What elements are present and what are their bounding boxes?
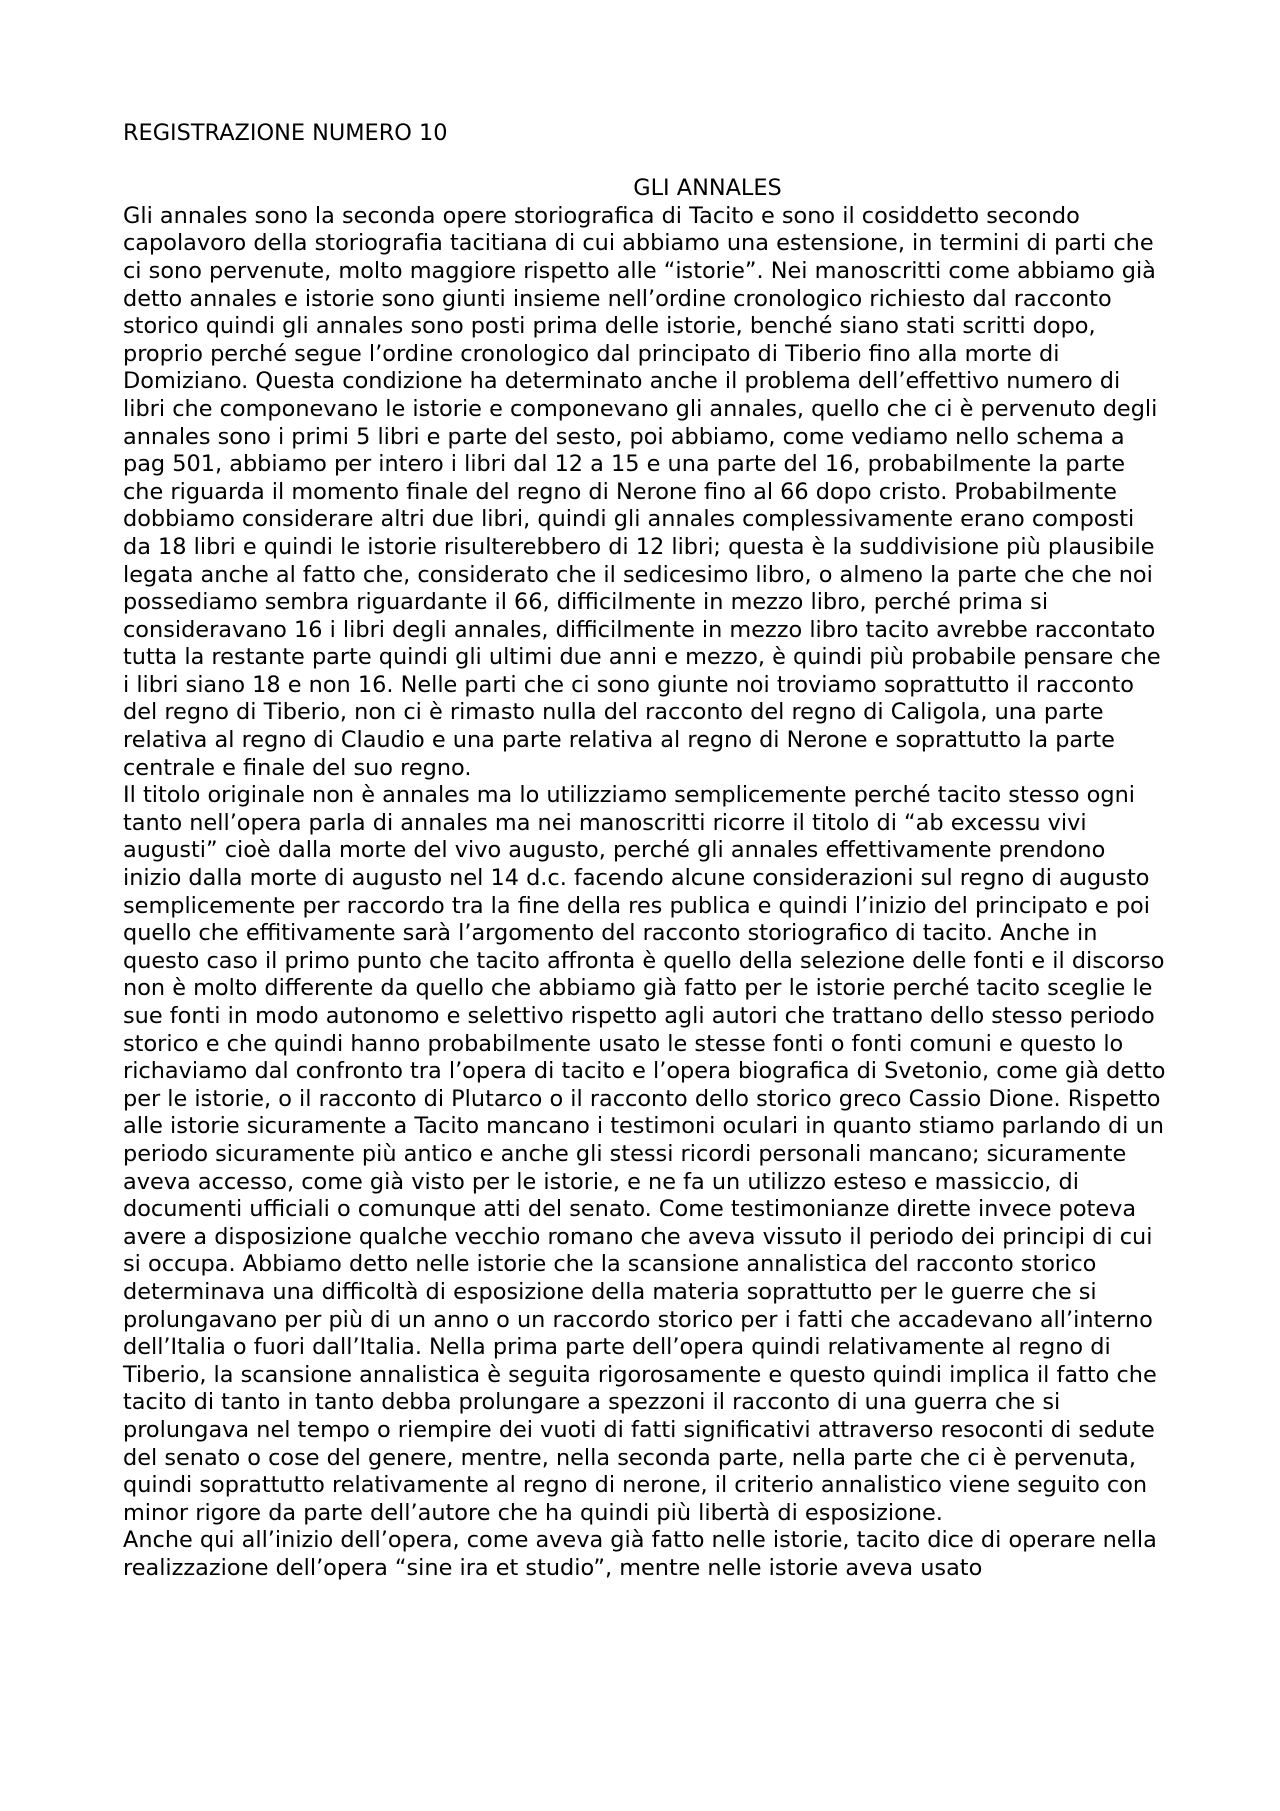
record-heading: REGISTRAZIONE NUMERO 10 bbox=[123, 120, 448, 146]
paragraph-2: Il titolo originale non è annales ma lo utilizziamo semplicemente perché tacito stesso ogni tanto nell’opera parla di annales ma nei manoscritti ricorre il titolo di “ab excessu vivi augusti” cioè dalla morte del vivo augusto, perché gli annales effettivamente prendono inizio dalla morte di augusto nel 14 d.c. facendo alcune considerazioni sul regno di augusto semplicemente per raccordo tra la fine della res publica e quindi l’inizio del principato e poi quello che effitivamente sarà l’argomento del racconto storiografico di tacito. Anche in questo caso il primo punto che tacito affronta è quello della selezione delle fonti e il discorso non è molto differente da quello che abbiamo già fatto per le istorie perché tacito sceglie le sue fonti in modo autonomo e selettivo rispetto agli autori che trattano dello stesso periodo storico e che quindi hanno probabilmente usato le stesse fonti o fonti comuni e questo lo richaviamo dal confronto tra l’opera di tacito e l’opera biografica di Svetonio, come già detto per le istorie, o il racconto di Plutarco o il racconto dello storico greco Cassio Dione. Rispetto alle istorie sicuramente a Tacito mancano i testimoni oculari in quanto stiamo parlando di un periodo sicuramente più antico e anche gli stessi ricordi personali mancano; sicuramente aveva accesso, come già visto per le istorie, e ne fa un utilizzo esteso e massiccio, di documenti ufficiali o comunque atti del senato. Come testimonianze dirette invece poteva avere a disposizione qualche vecchio romano che aveva vissuto il periodo dei principi di cui si occupa. Abbiamo detto nelle istorie che la scansione annalistica del racconto storico determinava una difficoltà di esposizione della materia soprattutto per le guerre che si prolungavano per più di un anno o un raccordo storico per i fatti che accadevano all’interno dell’Italia o fuori dall’Italia. Nella prima parte dell’opera quindi relativamente al regno di Tiberio, la scansione annalistica è seguita rigorosamente e questo quindi implica il fatto che tacito di tanto in tanto debba prolungare a spezzoni il racconto di una guerra che si prolungava nel tempo o riempire dei vuoti di fatti significativi attraverso resoconti di sedute del senato o cose del genere, mentre, nella seconda parte, nella parte che ci è pervenuta, quindi soprattutto relativamente al regno di nerone, il criterio annalistico viene seguito con minor rigore da parte dell’autore che ha quindi più libertà di esposizione. bbox=[123, 782, 1166, 1526]
document-title: GLI ANNALES bbox=[633, 175, 782, 202]
paragraph-1: Gli annales sono la seconda opere storiografica di Tacito e sono il cosiddetto secondo capolavoro della storiografia tacitiana di cui abbiamo una estensione, in termini di parti che ci sono pervenute, molto maggiore rispetto alle “istorie”. Nei manoscritti come abbiamo già detto annales e istorie sono giunti insieme nell’ordine cronologico richiesto dal racconto storico quindi gli annales sono posti prima delle istorie, benché siano stati scritti dopo, proprio perché segue l’ordine cronologico dal principato di Tiberio fino alla morte di Domiziano. Questa condizione ha determinato anche il problema dell’effettivo numero di libri che componevano le istorie e componevano gli annales, quello che ci è pervenuto degli annales sono i primi 5 libri e parte del sesto, poi abbiamo, come vediamo nello schema a pag 501, abbiamo per intero i libri dal 12 a 15 e una parte del 16, probabilmente la parte che riguarda il momento finale del regno di Nerone fino al 66 dopo cristo. Probabilmente dobbiamo considerare altri due libri, quindi gli annales complessivamente erano composti da 18 libri e quindi le istorie risulterebbero di 12 libri; questa è la suddivisione più plausibile legata anche al fatto che, considerato che il sedicesimo libro, o almeno la parte che che noi possediamo sembra riguardante il 66, difficilmente in mezzo libro, perché prima si consideravano 16 i libri degli annales, difficilmente in mezzo libro tacito avrebbe raccontato tutta la restante parte quindi gli ultimi due anni e mezzo, è quindi più probabile pensare che i libri siano 18 e non 16. Nelle parti che ci sono giunte noi troviamo soprattutto il racconto del regno di Tiberio, non ci è rimasto nulla del racconto del regno di Caligola, una parte relativa al regno di Claudio e una parte relativa al regno di Nerone e soprattutto la parte centrale e finale del suo regno. bbox=[123, 202, 1161, 781]
document-body bbox=[123, 120, 1168, 1582]
paragraph-3: Anche qui all’inizio dell’opera, come aveva già fatto nelle istorie, tacito dice di operare nella realizzazione dell’opera “sine ira et studio”, mentre nelle istorie aveva usato bbox=[123, 1527, 1157, 1581]
